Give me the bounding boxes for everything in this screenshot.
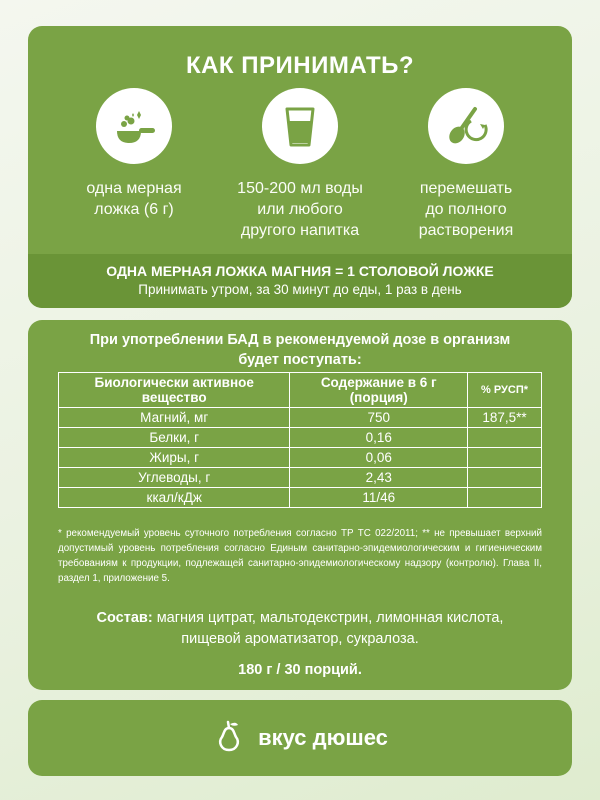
table-cell: Белки, г — [59, 428, 290, 448]
dose-schedule: Принимать утром, за 30 минут до еды, 1 раз в день — [138, 282, 462, 297]
nutrition-panel — [28, 320, 572, 690]
pear-icon — [212, 719, 246, 758]
table-row — [59, 428, 542, 448]
step-text-line: растворения — [418, 222, 514, 239]
step-text-line: 150-200 мл воды — [237, 180, 363, 197]
composition — [48, 608, 552, 650]
table-cell: 187,5** — [468, 408, 542, 428]
table-cell: 0,06 — [290, 448, 468, 468]
table-cell — [468, 488, 542, 508]
step-text-line: одна мерная — [86, 180, 182, 197]
table-cell — [468, 448, 542, 468]
steps — [28, 88, 572, 258]
step-spoon — [49, 88, 219, 220]
table-row — [59, 408, 542, 428]
composition-label: Состав: — [96, 610, 153, 626]
dose-equivalence: ОДНА МЕРНАЯ ЛОЖКА МАГНИЯ = 1 СТОЛОВОЙ ЛОЖКЕ — [106, 263, 494, 279]
package-weight: 180 г / 30 порций. — [238, 662, 362, 678]
table-cell: Магний, мг — [59, 408, 290, 428]
table-row — [59, 488, 542, 508]
column-header: % РУСП* — [468, 373, 542, 408]
table-row — [59, 468, 542, 488]
measuring-spoon-icon — [96, 88, 172, 164]
glass-icon — [262, 88, 338, 164]
composition-text: магния цитрат, мальтодекстрин, лимонная кислота, — [152, 610, 504, 626]
step-text-line: или любого — [257, 201, 343, 218]
table-cell — [468, 428, 542, 448]
step-text-line: другого напитка — [240, 222, 360, 239]
table-cell: 0,16 — [290, 428, 468, 448]
step-text-line: ложка (6 г) — [94, 201, 174, 218]
table-header-row — [59, 373, 542, 408]
how-to-panel — [28, 26, 572, 308]
table-cell: 750 — [290, 408, 468, 428]
stirring-spoon-icon — [428, 88, 504, 164]
table-cell — [468, 468, 542, 488]
footnote: * рекомендуемый уровень суточного потребления согласно ТР ТС 022/2011; ** не превышает верхний допустимый уровень потребления согласно Единым санитарно-эпидемиологическим и гигиеническим требованиям к продукции, подлежащей санитарно-эпидемиологическому надзору (контролю). Глава II, раздел 1, приложение 5. — [58, 528, 542, 584]
table-row — [59, 448, 542, 468]
column-header: Содержание в 6 г (порция) — [290, 373, 468, 408]
intro-line: будет поступать: — [238, 352, 362, 368]
step-text-line: перемешать — [419, 180, 513, 197]
step-text-line: до полного — [425, 201, 507, 218]
dose-band — [28, 254, 572, 308]
step-glass — [215, 88, 385, 241]
column-header: Биологически активное вещество — [59, 373, 290, 408]
table-cell: 11/46 — [290, 488, 468, 508]
nutrition-intro — [48, 330, 552, 370]
how-to-title: КАК ПРИНИМАТЬ? — [185, 52, 415, 79]
table-cell: 2,43 — [290, 468, 468, 488]
table-cell: Углеводы, г — [59, 468, 290, 488]
nutrition-table — [58, 372, 542, 508]
composition-text-line2: пищевой ароматизатор, сукралоза. — [181, 631, 419, 647]
intro-line: При употреблении БАД в рекомендуемой дозе в организм — [89, 332, 511, 348]
table-cell: Жиры, г — [59, 448, 290, 468]
table-cell: ккал/кДж — [59, 488, 290, 508]
step-stir — [381, 88, 551, 241]
flavor-label: вкус дюшес — [258, 725, 388, 750]
flavor-panel — [28, 700, 572, 776]
